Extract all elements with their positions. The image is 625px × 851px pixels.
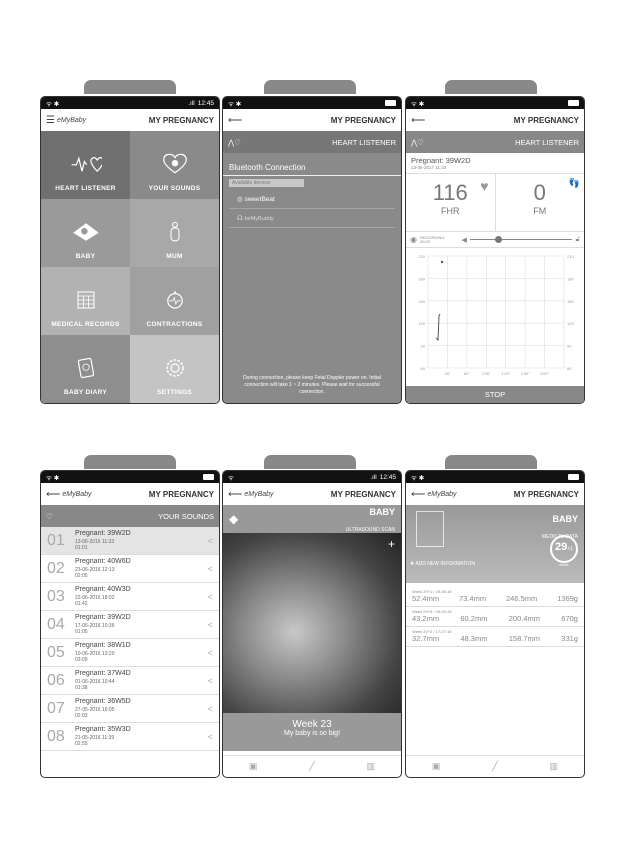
row-date: 22-06-2016 18:02 [75,594,115,601]
calendar-icon [70,287,102,313]
page-title: MY PREGNANCY [148,489,214,499]
row-date: 23-06-2016 12:13 [75,566,115,573]
measurement: 246.5mm [505,594,538,603]
y-tick-label: 120 [418,321,425,327]
heartbeat-icon: ⋀♡ [411,137,424,147]
share-icon[interactable]: < [207,619,213,630]
caption: My baby is so big! [283,730,341,737]
pregnancy-week: Pregnant: 39W2D [411,156,471,165]
row-date: 01-06-2016 10:44 [75,678,115,685]
app-header: ⟵ eMyBaby MY PREGNANCY [46,488,214,500]
row-date: 17-06-2016 10:36 [75,622,115,629]
tile-your-sounds[interactable]: YOUR SOUNDS [130,131,219,199]
tile-heart-listener[interactable]: HEART LISTENER [41,131,130,199]
volume-slider[interactable] [470,239,573,240]
bt-title: Bluetooth Connection [223,163,401,176]
row-label: Week 29+1 / 28-08-16 [412,589,452,594]
y-tick-label: 150 [418,298,425,304]
measurement: 73.4mm [458,594,487,603]
measurement: 158.7mm [508,634,541,643]
row-number: 08 [47,727,65,745]
camera-icon[interactable]: ▣ [431,761,441,771]
page-title: MY PREGNANCY [330,489,396,499]
heartbeat-icon: ⋀♡ [228,137,241,147]
medical-banner: BABY MEDICAL DATA 29+1 week ✚ ADD NEW INFORMATION [406,505,584,583]
screen-your-sounds [40,470,220,778]
y-tick-label: 150 [567,298,574,304]
tab-decor [84,455,176,469]
row-title: Pregnant: 40W3D [75,586,131,594]
share-icon[interactable]: < [207,591,213,602]
row-number: 02 [47,559,65,577]
row-number: 03 [47,587,65,605]
heartbeat-icon [70,151,102,177]
share-icon[interactable]: < [207,535,213,546]
tile-settings[interactable]: SETTINGS [130,335,219,403]
page-title: MY PREGNANCY [513,489,579,499]
row-date: 13-06-2016 11:33 [75,538,115,545]
available-devices-label: Available devices [229,179,304,187]
row-duration: 01:05 [75,628,88,635]
measurement: 52.4mm [412,594,440,603]
section-banner: ⋀♡ HEART LISTENER [406,131,584,153]
back-arrow-icon[interactable]: ⟵ [46,488,61,500]
heart-icon: ♥ [480,178,489,194]
tab-decor [264,80,356,94]
y-tick-label: 210 [567,254,574,259]
chart-icon[interactable]: ▥ [366,761,376,771]
list-item[interactable] [41,639,219,667]
y-tick-label: 60 [567,366,572,371]
x-tick-label: 1'30" [501,371,511,376]
device-item[interactable]: ☊ beMyBuddy [229,209,395,228]
row-title: Pregnant: 35W3D [75,726,131,734]
status-bar: ᯤ ✱ [406,471,584,483]
fhr-chart [406,248,584,382]
row-duration: 03:00 [75,656,88,663]
data-row [406,627,584,647]
status-bar: ᯤ ✱ [406,97,584,109]
y-tick-label: 90 [420,343,425,349]
share-icon[interactable]: < [207,703,213,714]
page-title: MY PREGNANCY [330,115,396,125]
baby-scan-icon [70,219,102,245]
tab-decor [264,455,356,469]
heart-baby-icon [159,151,191,177]
row-duration: 02:55 [75,740,88,747]
screen-heart-listener: ᯤ ✱ ⟵ MY PREGNANCY ⋀♡ HEART LISTENER Pregnant: 39W2D 13-06-2017 11:33 116 FHR ♥ 0 FM 👣 ◉ RECORDING 00:20 ◀ 🔓︎ 210 210 180 180 150 150 120 120 90 90 60 60 30" 60" 1'00" 1'30" 1'60" 2'00" STOP [405,96,585,404]
page-title: MY PREGNANCY [513,115,579,125]
lock-icon: 🔓︎ [575,235,580,243]
row-duration: 01:38 [75,684,88,691]
ultrasound-image [223,533,401,713]
camera-icon[interactable]: ▣ [248,761,258,771]
app-header [41,109,219,131]
list-item[interactable] [41,695,219,723]
measurement: 48.3mm [460,634,488,643]
x-tick-label: 30" [444,371,451,376]
week-badge: 29+1 week [550,535,578,563]
status-bar: ᯤ .ıll 12:45 [223,471,401,483]
row-duration: 02:03 [75,712,88,719]
pregnant-icon [159,219,191,245]
row-title: Pregnant: 39W2D [75,614,131,622]
measurement: 200.4mm [508,614,541,623]
section-banner: ♡ YOUR SOUNDS [41,505,219,527]
list-item[interactable] [41,555,219,583]
device-item[interactable]: ◎ sweetBeat [229,190,395,209]
app-header [406,109,584,131]
back-arrow-icon[interactable]: ⟵ [411,114,426,126]
app-logo: eMyBaby [56,116,87,124]
row-title: Pregnant: 37W4D [75,670,131,678]
list-item[interactable] [41,667,219,695]
tab-decor [445,455,537,469]
row-title: Pregnant: 36W5D [75,698,131,706]
feet-icon: 👣 [568,178,580,188]
week-label: Week 23 [292,719,332,730]
tab-decor [445,80,537,94]
row-number: 07 [47,699,65,717]
fm-marker [441,261,443,263]
row-number: 06 [47,671,65,689]
share-icon[interactable]: < [207,563,213,574]
tile-contractions[interactable]: CONTRACTIONS [130,267,219,335]
row-title: Pregnant: 38W1D [75,642,131,650]
section-banner: ⋀♡ HEART LISTENER [223,131,401,153]
screen-home [40,96,220,404]
measurement: 43.2mm [412,614,440,623]
stopwatch-icon [159,287,191,313]
tile-mum[interactable]: MUM [130,199,219,267]
row-number: 04 [47,615,65,633]
heart-baby-icon: ♡ [46,511,53,521]
data-row [406,587,584,607]
list-item[interactable] [41,723,219,751]
y-tick-label: 180 [567,276,574,282]
share-icon[interactable]: < [207,675,213,686]
row-date: 27-05-2016 16:05 [75,706,115,713]
fm-label: FM [533,206,547,216]
fm-value: 0 [533,180,546,205]
row-number: 01 [47,531,65,549]
ruler-icon[interactable]: ╱ [492,761,498,771]
app-header: ⟵ eMyBaby MY PREGNANCY [228,488,396,500]
fhr-label: FHR [441,206,460,216]
y-tick-label: 60 [420,366,425,371]
gear-icon [159,355,191,381]
row-label: Week 20+2 / 17-07-16 [412,629,452,634]
baby-scan-icon: ◆ [229,512,239,526]
baby-scan-icon [416,511,444,547]
list-item[interactable] [41,527,219,555]
app-header [223,109,401,131]
y-tick-label: 180 [418,276,425,282]
connection-note: During connection, please keep Fetal Doppler power on. Initial connection will take 1 ~ 2 minutes. Please wait for successful connection. [243,375,381,395]
app-header: ⟵ eMyBaby MY PREGNANCY [411,488,579,500]
screen-baby-scan [222,470,402,778]
y-tick-label: 210 [418,254,425,259]
list-item[interactable] [41,583,219,611]
row-duration: 02:05 [75,572,88,579]
row-number: 05 [47,643,65,661]
screen-medical-data [405,470,585,778]
volume-icon: ◀ [461,236,467,244]
tile-baby[interactable]: BABY [41,199,130,267]
measurement: 670g [561,614,578,623]
measurement: 331g [561,634,578,643]
row-title: Pregnant: 39W2D [75,530,131,538]
y-tick-label: 90 [567,343,572,349]
tile-baby-diary[interactable]: BABY DIARY [41,335,130,403]
page-title: MY PREGNANCY [148,115,214,125]
fhr-trace [436,314,440,340]
tab-decor [84,80,176,94]
row-label: Week 24+5 / 26-09-16 [412,609,452,614]
row-duration: 01:01 [75,544,88,551]
ruler-icon[interactable]: ╱ [309,761,315,771]
stop-button[interactable]: STOP [406,386,584,403]
fhr-value: 116 [432,180,468,205]
x-tick-label: 2'00" [540,371,550,376]
measurement: 1369g [557,594,578,603]
measurement: 32.7mm [412,634,440,643]
section-banner: ◆ BABY ULTRASOUND SCAN [223,505,401,533]
y-tick-label: 120 [567,321,574,327]
x-tick-label: 1'60" [520,371,530,376]
x-tick-label: 60" [463,371,470,376]
chart-icon[interactable]: ▥ [549,761,559,771]
add-info-button[interactable]: ✚ ADD NEW INFORMATION [410,561,475,567]
session-date: 13-06-2017 11:33 [411,165,447,170]
row-date: 21-05-2016 11:39 [75,734,115,741]
data-row [406,607,584,627]
record-icon[interactable]: ◉ [410,235,417,244]
row-title: Pregnant: 40W6D [75,558,131,566]
row-duration: 01:42 [75,600,88,607]
list-item[interactable] [41,611,219,639]
screen-bluetooth [222,96,402,404]
menu-icon[interactable]: ☰ [46,114,55,126]
back-arrow-icon[interactable]: ⟵ [228,488,243,500]
back-arrow-icon[interactable]: ⟵ [411,488,426,500]
status-bar: ᯤ ✱ .ıll 12:45 [41,97,219,109]
row-date: 10-06-2016 13:20 [75,650,115,657]
share-icon[interactable]: < [207,647,213,658]
diary-icon [70,355,102,381]
add-icon[interactable]: + [387,537,395,551]
x-tick-label: 1'00" [481,371,491,376]
measurement: 60.2mm [460,614,488,623]
status-bar: ᯤ ✱ [223,97,401,109]
share-icon[interactable]: < [207,731,213,742]
back-arrow-icon[interactable]: ⟵ [228,114,243,126]
status-bar: ᯤ ✱ [41,471,219,483]
tile-medical-records[interactable]: MEDICAL RECORDS [41,267,130,335]
